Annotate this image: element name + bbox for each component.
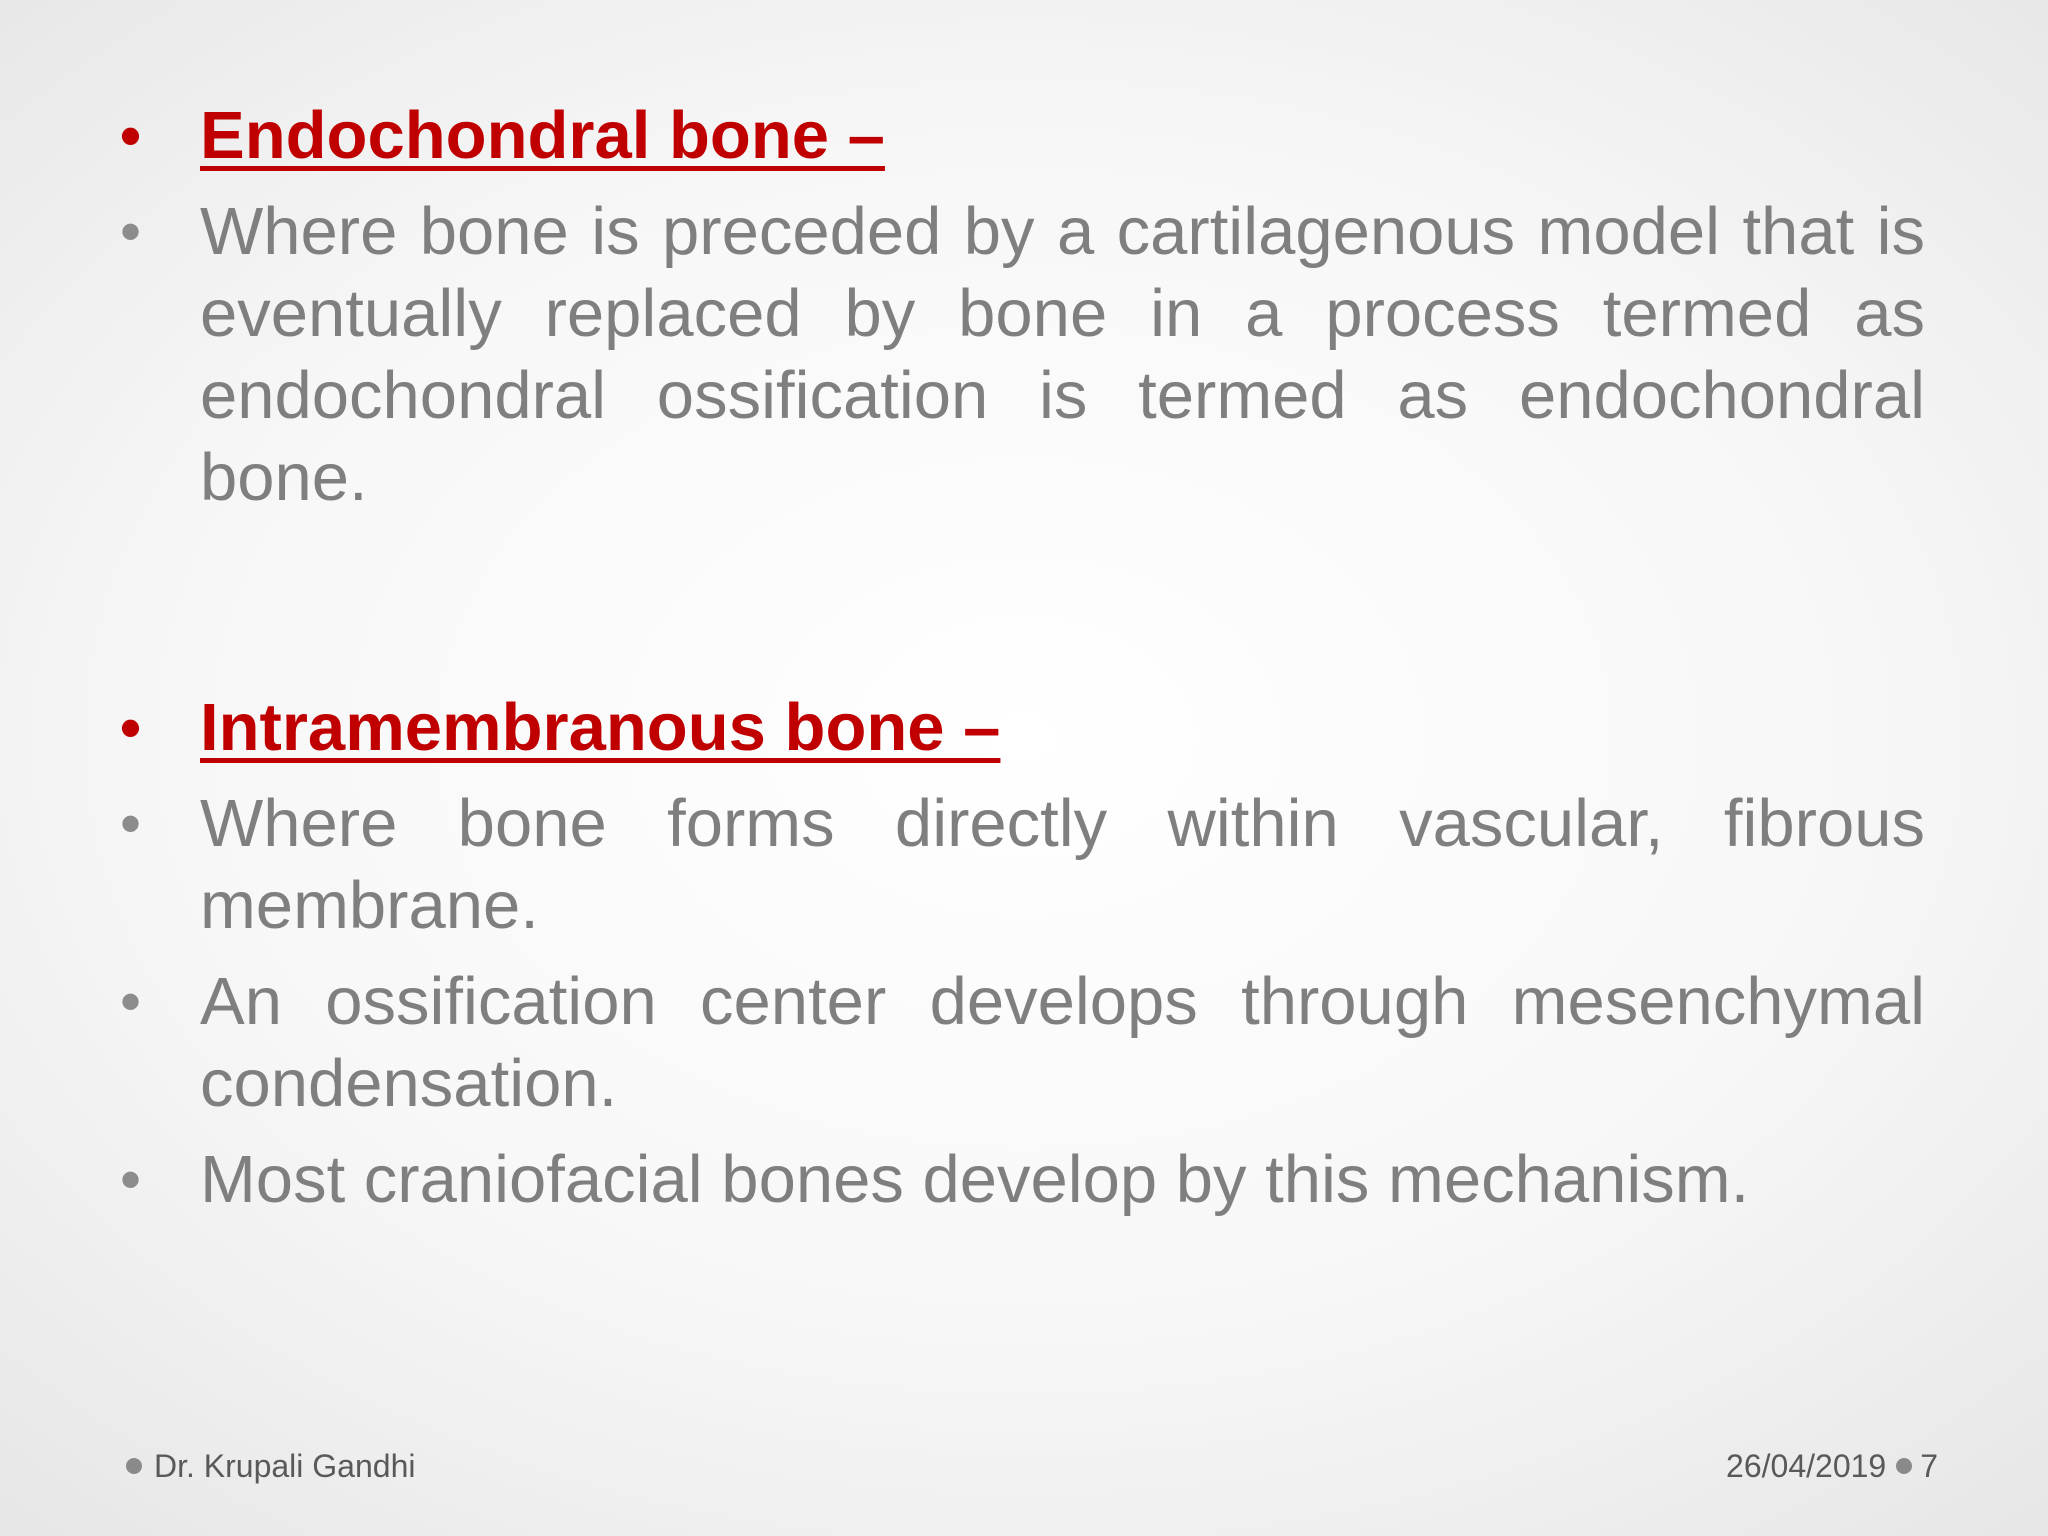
section-heading-intramembranous: [120, 687, 1925, 769]
bullet-text: Most craniofacial bones develop by this mechanism.: [200, 1142, 1750, 1217]
slide-content: [120, 95, 1925, 1221]
author-name: Dr. Krupali Gandhi: [154, 1448, 416, 1484]
bullet-icon: •: [120, 102, 142, 169]
bullet-point: [120, 783, 1925, 947]
page-number: 7: [1920, 1448, 1938, 1484]
heading-text: Intramembranous bone –: [200, 690, 1001, 765]
slide-date: 26/04/2019: [1726, 1448, 1887, 1484]
bullet-point: [120, 1139, 1925, 1221]
footer-author: [126, 1446, 415, 1486]
bullet-text: Where bone is preceded by a cartilagenous model that is eventually replaced by bone in a process termed as endochondral ossification is termed as endochondral bone.: [200, 194, 1925, 515]
bullet-point: [120, 191, 1925, 519]
bullet-text: Where bone forms directly within vascular, fibrous membrane.: [200, 786, 1925, 943]
circle-dot-icon: [126, 1458, 142, 1474]
heading-text: Endochondral bone –: [200, 98, 885, 173]
bullet-icon: •: [120, 694, 142, 761]
bullet-point: [120, 961, 1925, 1125]
bullet-icon: •: [120, 1146, 142, 1213]
bullet-text: An ossification center develops through mesenchymal condensation.: [200, 964, 1925, 1121]
circle-dot-icon: [1896, 1458, 1912, 1474]
bullet-icon: •: [120, 198, 142, 265]
bullet-icon: •: [120, 790, 142, 857]
section-heading-endochondral: [120, 95, 1925, 177]
bullet-icon: •: [120, 968, 142, 1035]
footer-date-page: [1726, 1446, 1938, 1486]
